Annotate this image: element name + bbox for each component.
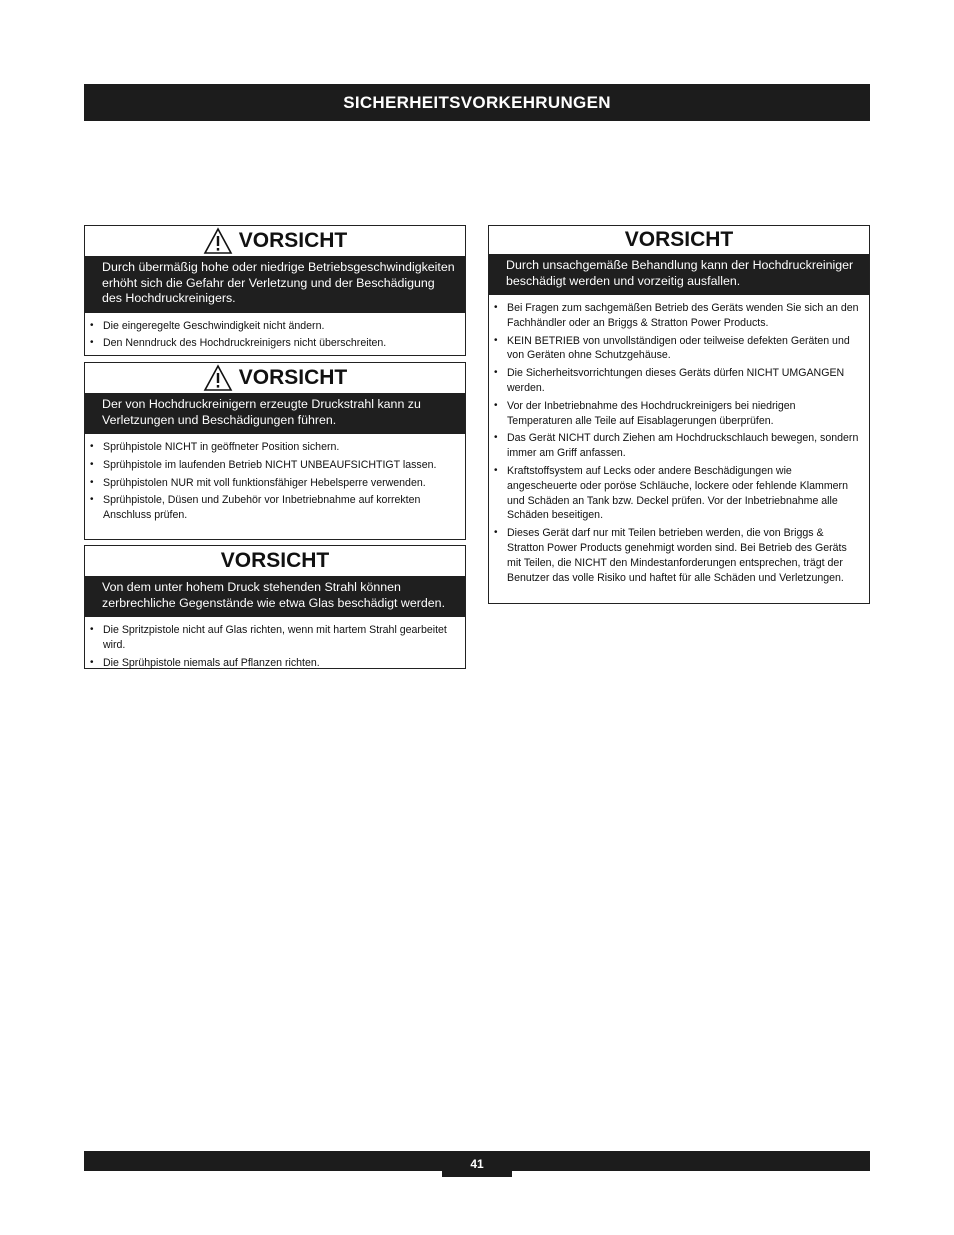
list-item: • Die Spritzpistole nicht auf Glas richten, wenn mit hartem Strahl gearbeitet wird. [89,623,459,653]
caution-title: VORSICHT [238,366,348,389]
warning-triangle-icon [203,364,233,392]
caution-list [85,434,465,530]
caution-list [85,617,465,677]
list-item: • KEIN BETRIEB von unvollständigen oder teilweise defekten Geräten und von Geräten ohne Schutzgehäuse. [493,334,863,364]
warning-triangle-icon [203,227,233,255]
list-item: • Die eingeregelte Geschwindigkeit nicht ändern. [89,319,459,334]
caution-message: Durch unsachgemäße Behandlung kann der Hochdruckreiniger beschädigt werden und vorzeitig ausfallen. [489,254,869,295]
caution-box-handling [488,225,870,604]
caution-list [85,313,465,359]
list-item: • Vor der Inbetriebnahme des Hochdruckreinigers bei niedrigen Temperaturen alle Teile auf Eisablagerungen überprüfen. [493,399,863,429]
section-title: SICHERHEITSVORKEHRUNGEN [343,92,611,112]
list-item: • Sprühpistole im laufenden Betrieb NICHT UNBEAUFSICHTIGT lassen. [89,458,459,473]
list-item: • Die Sicherheitsvorrichtungen dieses Geräts dürfen NICHT UMGANGEN werden. [493,366,863,396]
page-number: 41 [470,1157,484,1171]
list-item: • Kraftstoffsystem auf Lecks oder andere Beschädigungen wie angescheuerte oder poröse Schläuche, lockere oder fehlende Klammern und Schäden an Tank bzw. Deckel prüfen. Vor der Inbetriebnahme alle Schäden beseitigen. [493,464,863,523]
list-item: • Das Gerät NICHT durch Ziehen am Hochdruckschlauch bewegen, sondern immer am Griff anfassen. [493,431,863,461]
caution-title: VORSICHT [624,228,734,251]
list-item: • Dieses Gerät darf nur mit Teilen betrieben werden, die von Briggs & Stratton Power Products genehmigt worden sind. Bei Betrieb des Geräts mit Teilen, die NICHT den Mindestanforderungen entsprechen, trägt der Benutzer das volle Risiko und haftet für alle Schäden und Verletzungen. [493,526,863,585]
caution-box-glass [84,545,466,669]
list-item: • Sprühpistole, Düsen und Zubehör vor Inbetriebnahme auf korrekten Anschluss prüfen. [89,493,459,523]
caution-heading [85,363,465,393]
list-item: • Den Nenndruck des Hochdruckreinigers nicht überschreiten. [89,336,459,351]
caution-box-speed [84,225,466,356]
caution-message: Der von Hochdruckreinigern erzeugte Druckstrahl kann zu Verletzungen und Beschädigungen führen. [85,393,465,434]
caution-title: VORSICHT [238,229,348,252]
caution-message: Von dem unter hohem Druck stehenden Strahl können zerbrechliche Gegenstände wie etwa Glas beschädigt werden. [85,576,465,617]
list-item: • Bei Fragen zum sachgemäßen Betrieb des Geräts wenden Sie sich an den Fachhändler oder an Briggs & Stratton Power Products. [493,301,863,331]
list-item: • Sprühpistolen NUR mit voll funktionsfähiger Hebelsperre verwenden. [89,476,459,491]
caution-box-pressure-jet [84,362,466,540]
caution-heading [85,546,465,576]
caution-list [489,295,869,592]
page-number-tab [442,1151,512,1177]
caution-heading [489,226,869,254]
caution-message: Durch übermäßig hohe oder niedrige Betriebsgeschwindigkeiten erhöht sich die Gefahr der Verletzung und der Beschädigung des Hochdruckreinigers. [85,256,465,313]
caution-title: VORSICHT [220,549,330,572]
list-item: • Sprühpistole NICHT in geöffneter Position sichern. [89,440,459,455]
caution-heading [85,226,465,256]
section-header [84,84,870,121]
list-item: • Die Sprühpistole niemals auf Pflanzen richten. [89,656,459,671]
